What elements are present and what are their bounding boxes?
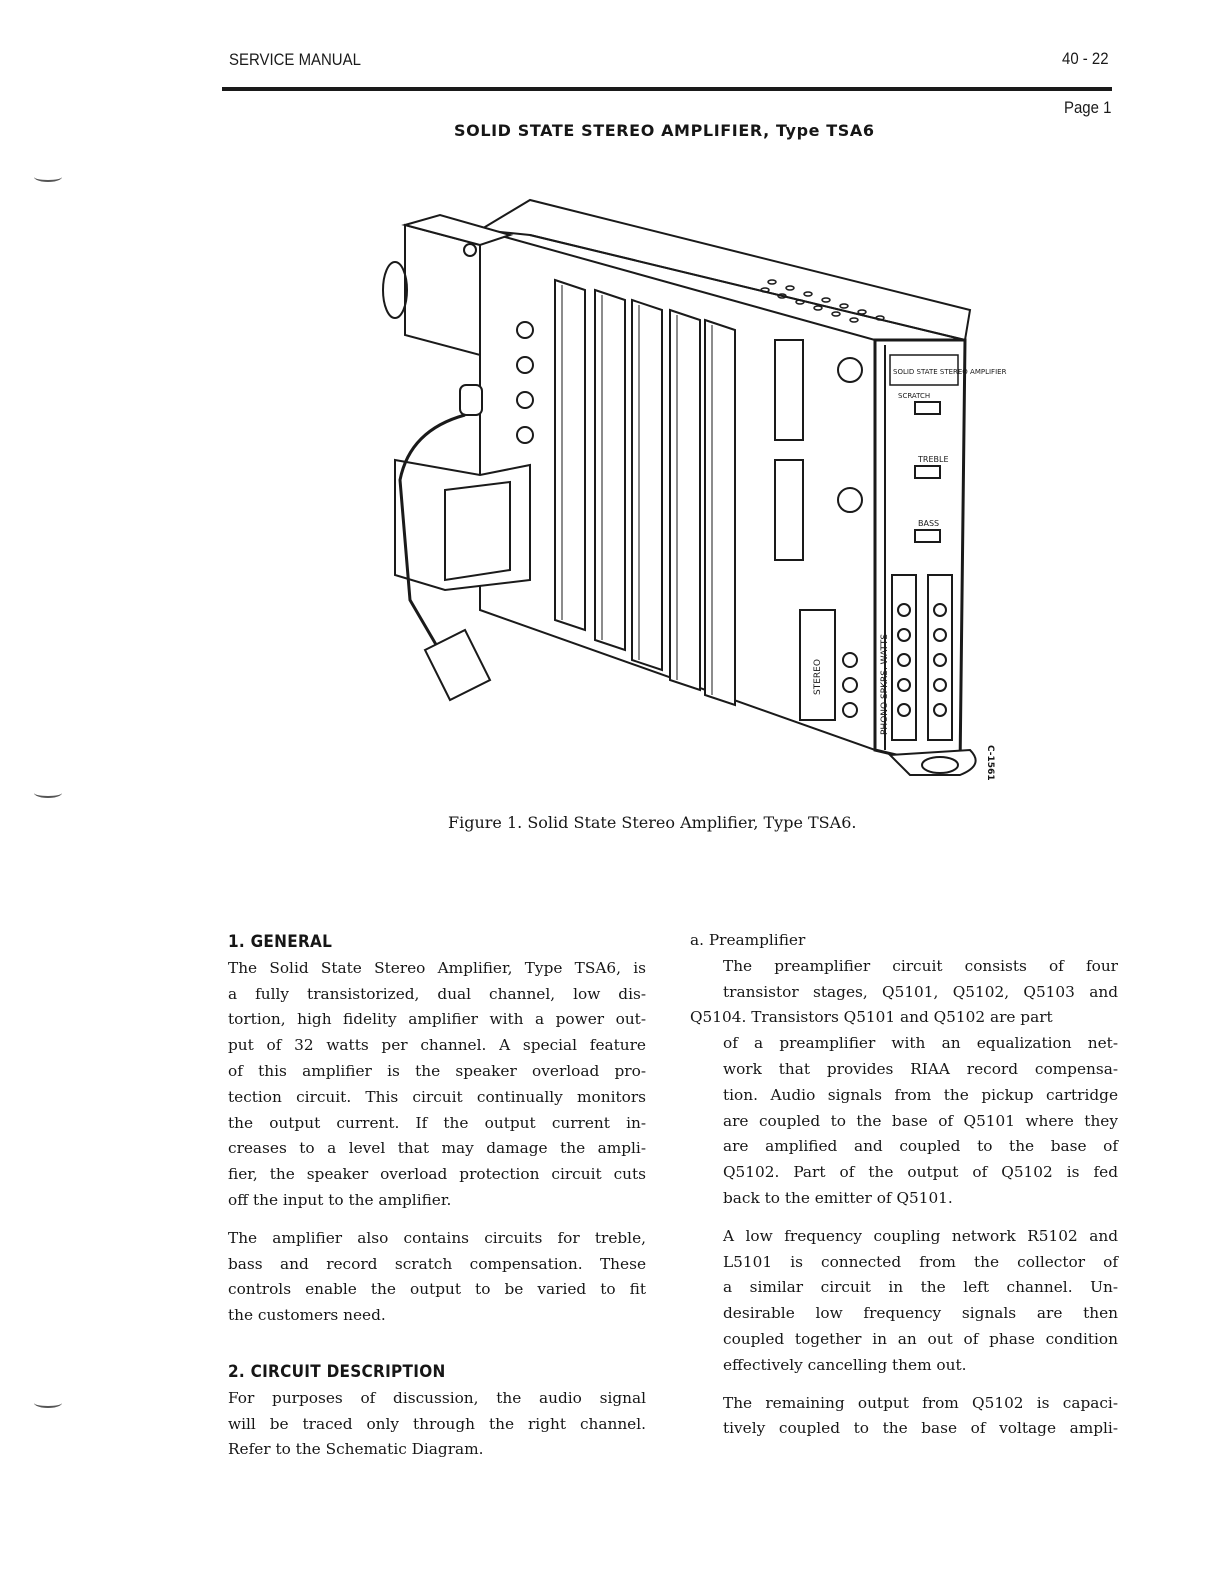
scratch-label: SCRATCH bbox=[898, 392, 931, 400]
text-line: The amplifier also contains circuits for treble, bbox=[228, 1228, 646, 1247]
text-line: back to the emitter of Q5101. bbox=[723, 1188, 953, 1207]
text-line: put of 32 watts per channel. A special feature bbox=[228, 1036, 646, 1055]
binder-mark bbox=[34, 788, 62, 798]
text-line: coupled together in an out of phase condition bbox=[723, 1329, 1118, 1348]
circuit-paragraph-1 bbox=[228, 1386, 646, 1463]
header-manual-title: SERVICE MANUAL bbox=[229, 50, 361, 69]
text-line: a similar circuit in the left channel. Un- bbox=[723, 1278, 1118, 1297]
text-line: of this amplifier is the speaker overload pro- bbox=[228, 1061, 646, 1080]
text-line: A low frequency coupling network R5102 and bbox=[723, 1226, 1118, 1245]
text-line: For purposes of discussion, the audio signal bbox=[228, 1388, 646, 1407]
stereo-label: STEREO bbox=[813, 659, 823, 695]
mounting-tab bbox=[890, 750, 976, 775]
text-line: Q5104. Transistors Q5101 and Q5102 are part bbox=[690, 1008, 1053, 1027]
filter-capacitor bbox=[460, 385, 482, 415]
left-column bbox=[228, 930, 646, 1463]
text-line: are amplified and coupled to the base of bbox=[723, 1137, 1118, 1156]
general-paragraph-1 bbox=[228, 956, 646, 1214]
title-main: SOLID STATE STEREO AMPLIFIER, bbox=[454, 121, 770, 140]
text-line: tion. Audio signals from the pickup cartridge bbox=[723, 1085, 1118, 1104]
preamplifier-paragraph-3 bbox=[690, 1391, 1118, 1443]
text-line: will be traced only through the right channel. bbox=[228, 1414, 646, 1433]
general-paragraph-2 bbox=[228, 1226, 646, 1329]
header-section-number: 40 - 22 bbox=[1062, 49, 1109, 68]
bass-switch bbox=[915, 530, 940, 542]
text-line: the customers need. bbox=[228, 1306, 386, 1325]
brand-plate-text: SOLID STATE STEREO AMPLIFIER bbox=[893, 368, 1007, 376]
text-line: controls enable the output to be varied to fit bbox=[228, 1280, 646, 1299]
circuit-board-upper bbox=[775, 340, 803, 440]
treble-switch bbox=[915, 466, 940, 478]
title-type: Type TSA6 bbox=[775, 121, 875, 140]
text-line: desirable low frequency signals are then bbox=[723, 1304, 1118, 1323]
text-line: Q5102. Part of the output of Q5102 is fed bbox=[723, 1163, 1118, 1182]
text-line: tively coupled to the base of voltage ampli- bbox=[723, 1419, 1118, 1438]
text-line: bass and record scratch compensation. These bbox=[228, 1254, 646, 1273]
binder-mark bbox=[34, 172, 62, 182]
preamplifier-paragraph-1 bbox=[690, 954, 1118, 1212]
text-line: The preamplifier circuit consists of four bbox=[723, 956, 1118, 975]
text-line: fier, the speaker overload protection circuit cuts bbox=[228, 1165, 646, 1184]
right-column bbox=[690, 928, 1118, 1442]
text-line: creases to a level that may damage the ampli- bbox=[228, 1139, 646, 1158]
text-line: L5101 is connected from the collector of bbox=[723, 1252, 1118, 1271]
phono-spkrs-label: PHONO SPKRS. WATTS bbox=[880, 633, 890, 735]
bass-label: BASS bbox=[918, 519, 940, 528]
text-line: work that provides RIAA record compensa- bbox=[723, 1059, 1118, 1078]
section-heading-general: 1. GENERAL bbox=[228, 932, 333, 952]
text-line: a fully transistorized, dual channel, low dis- bbox=[228, 984, 646, 1003]
subsection-heading-preamplifier: a. Preamplifier bbox=[690, 931, 806, 949]
text-line: off the input to the amplifier. bbox=[228, 1190, 452, 1209]
header-rule bbox=[222, 87, 1112, 91]
text-line: Refer to the Schematic Diagram. bbox=[228, 1440, 484, 1459]
text-line: the output current. If the output current in- bbox=[228, 1113, 646, 1132]
amplifier-illustration bbox=[370, 190, 1020, 790]
binder-mark bbox=[34, 1398, 62, 1408]
circuit-board-lower bbox=[775, 460, 803, 560]
figure-caption: Figure 1. Solid State Stereo Amplifier, Type TSA6. bbox=[448, 813, 857, 832]
document-title bbox=[454, 121, 875, 140]
text-line: tection circuit. This circuit continually monitors bbox=[228, 1087, 646, 1106]
pilot-lamp bbox=[383, 262, 407, 318]
transformer-core bbox=[445, 482, 510, 580]
section-heading-circuit-description: 2. CIRCUIT DESCRIPTION bbox=[228, 1361, 446, 1382]
treble-label: TREBLE bbox=[918, 455, 949, 464]
scratch-switch bbox=[915, 402, 940, 414]
figure-id: C-1561 bbox=[985, 745, 995, 781]
text-line: The Solid State Stereo Amplifier, Type TSA6, is bbox=[228, 958, 646, 977]
text-line: of a preamplifier with an equalization net- bbox=[723, 1034, 1118, 1053]
text-line: are coupled to the base of Q5101 where they bbox=[723, 1111, 1118, 1130]
page-number: Page 1 bbox=[1064, 98, 1112, 117]
text-line: effectively cancelling them out. bbox=[723, 1355, 967, 1374]
text-line: tortion, high fidelity amplifier with a power out- bbox=[228, 1010, 646, 1029]
preamplifier-paragraph-2 bbox=[690, 1224, 1118, 1379]
text-line: The remaining output from Q5102 is capaci- bbox=[723, 1393, 1118, 1412]
text-line: transistor stages, Q5101, Q5102, Q5103 and bbox=[723, 982, 1118, 1001]
